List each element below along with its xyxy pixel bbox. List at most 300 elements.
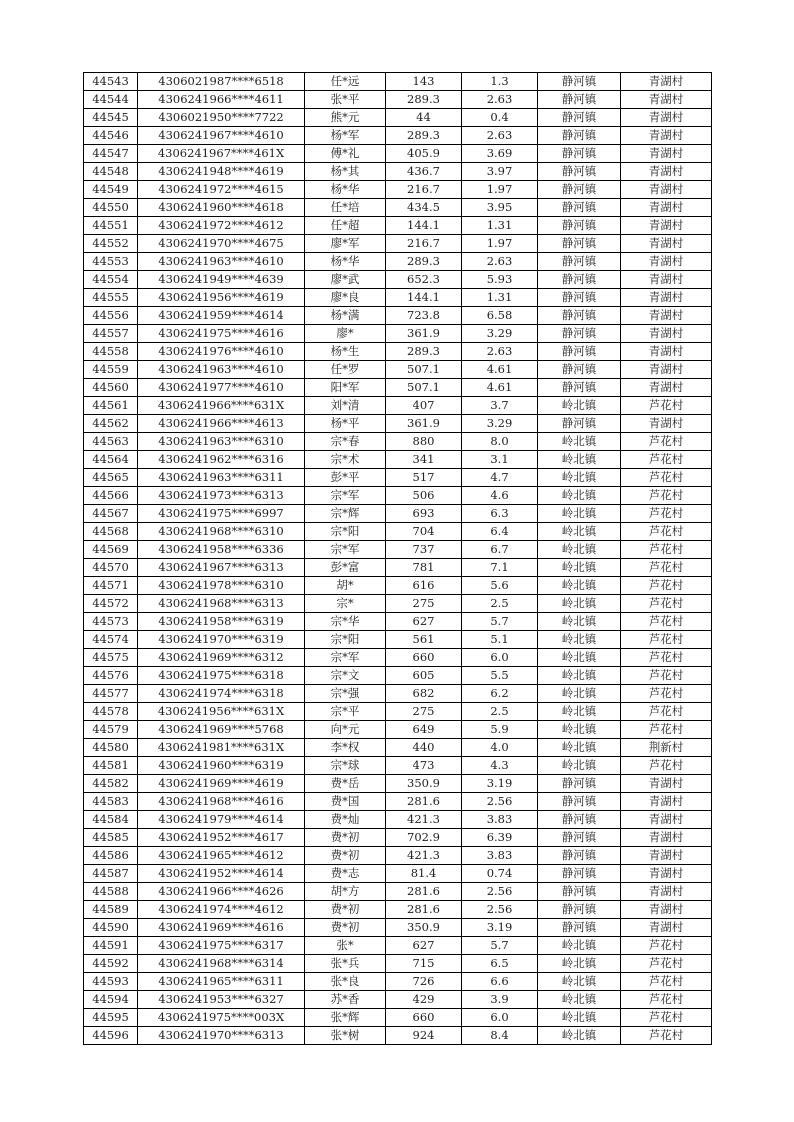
village-cell: 青湖村 xyxy=(621,91,712,109)
serial-number-cell: 44594 xyxy=(84,991,138,1009)
village-cell: 芦花村 xyxy=(621,757,712,775)
id-number-cell: 4306241972****4612 xyxy=(138,217,305,235)
area-cell: 6.5 xyxy=(462,955,538,973)
amount-cell: 605 xyxy=(386,667,462,685)
town-cell: 岭北镇 xyxy=(538,757,621,775)
amount-cell: 289.3 xyxy=(386,253,462,271)
village-cell: 青湖村 xyxy=(621,217,712,235)
area-cell: 5.7 xyxy=(462,613,538,631)
table-row xyxy=(84,793,712,811)
table-row xyxy=(84,775,712,793)
area-cell: 1.97 xyxy=(462,181,538,199)
serial-number-cell: 44556 xyxy=(84,307,138,325)
table-row xyxy=(84,253,712,271)
village-cell: 芦花村 xyxy=(621,559,712,577)
id-number-cell: 4306241969****5768 xyxy=(138,721,305,739)
village-cell: 芦花村 xyxy=(621,595,712,613)
village-cell: 芦花村 xyxy=(621,667,712,685)
table-row xyxy=(84,307,712,325)
area-cell: 2.63 xyxy=(462,91,538,109)
name-cell: 阳*军 xyxy=(305,379,386,397)
village-cell: 青湖村 xyxy=(621,793,712,811)
amount-cell: 660 xyxy=(386,1009,462,1027)
town-cell: 静河镇 xyxy=(538,163,621,181)
amount-cell: 281.6 xyxy=(386,883,462,901)
serial-number-cell: 44560 xyxy=(84,379,138,397)
village-cell: 青湖村 xyxy=(621,325,712,343)
id-number-cell: 4306241948****4619 xyxy=(138,163,305,181)
town-cell: 静河镇 xyxy=(538,235,621,253)
table-row xyxy=(84,829,712,847)
amount-cell: 144.1 xyxy=(386,217,462,235)
town-cell: 岭北镇 xyxy=(538,451,621,469)
amount-cell: 781 xyxy=(386,559,462,577)
area-cell: 5.1 xyxy=(462,631,538,649)
town-cell: 静河镇 xyxy=(538,127,621,145)
town-cell: 静河镇 xyxy=(538,325,621,343)
area-cell: 3.19 xyxy=(462,919,538,937)
town-cell: 岭北镇 xyxy=(538,1009,621,1027)
town-cell: 静河镇 xyxy=(538,811,621,829)
name-cell: 宗*军 xyxy=(305,649,386,667)
name-cell: 任*超 xyxy=(305,217,386,235)
town-cell: 岭北镇 xyxy=(538,973,621,991)
amount-cell: 561 xyxy=(386,631,462,649)
serial-number-cell: 44573 xyxy=(84,613,138,631)
area-cell: 3.97 xyxy=(462,163,538,181)
name-cell: 张*树 xyxy=(305,1027,386,1045)
amount-cell: 44 xyxy=(386,109,462,127)
area-cell: 2.63 xyxy=(462,253,538,271)
village-cell: 青湖村 xyxy=(621,307,712,325)
id-number-cell: 4306241966****4611 xyxy=(138,91,305,109)
area-cell: 2.63 xyxy=(462,127,538,145)
town-cell: 岭北镇 xyxy=(538,541,621,559)
town-cell: 岭北镇 xyxy=(538,649,621,667)
serial-number-cell: 44577 xyxy=(84,685,138,703)
serial-number-cell: 44563 xyxy=(84,433,138,451)
amount-cell: 281.6 xyxy=(386,793,462,811)
name-cell: 宗*军 xyxy=(305,487,386,505)
amount-cell: 144.1 xyxy=(386,289,462,307)
amount-cell: 649 xyxy=(386,721,462,739)
id-number-cell: 4306241967****4610 xyxy=(138,127,305,145)
area-cell: 5.6 xyxy=(462,577,538,595)
amount-cell: 421.3 xyxy=(386,811,462,829)
serial-number-cell: 44543 xyxy=(84,73,138,91)
amount-cell: 723.8 xyxy=(386,307,462,325)
serial-number-cell: 44555 xyxy=(84,289,138,307)
id-number-cell: 4306021987****6518 xyxy=(138,73,305,91)
name-cell: 杨*华 xyxy=(305,181,386,199)
id-number-cell: 4306241966****4626 xyxy=(138,883,305,901)
area-cell: 3.29 xyxy=(462,415,538,433)
amount-cell: 627 xyxy=(386,613,462,631)
village-cell: 青湖村 xyxy=(621,109,712,127)
name-cell: 廖*武 xyxy=(305,271,386,289)
serial-number-cell: 44568 xyxy=(84,523,138,541)
area-cell: 2.5 xyxy=(462,595,538,613)
amount-cell: 407 xyxy=(386,397,462,415)
table-row xyxy=(84,289,712,307)
table-row xyxy=(84,685,712,703)
village-cell: 青湖村 xyxy=(621,811,712,829)
village-cell: 芦花村 xyxy=(621,631,712,649)
area-cell: 6.4 xyxy=(462,523,538,541)
area-cell: 1.97 xyxy=(462,235,538,253)
serial-number-cell: 44575 xyxy=(84,649,138,667)
name-cell: 张*良 xyxy=(305,973,386,991)
village-cell: 青湖村 xyxy=(621,865,712,883)
amount-cell: 434.5 xyxy=(386,199,462,217)
name-cell: 任*远 xyxy=(305,73,386,91)
village-cell: 青湖村 xyxy=(621,271,712,289)
village-cell: 芦花村 xyxy=(621,1027,712,1045)
table-row xyxy=(84,1009,712,1027)
table-row xyxy=(84,613,712,631)
village-cell: 青湖村 xyxy=(621,883,712,901)
serial-number-cell: 44558 xyxy=(84,343,138,361)
village-cell: 芦花村 xyxy=(621,649,712,667)
town-cell: 静河镇 xyxy=(538,847,621,865)
data-table xyxy=(83,72,712,1045)
id-number-cell: 4306241960****4618 xyxy=(138,199,305,217)
amount-cell: 473 xyxy=(386,757,462,775)
id-number-cell: 4306241969****4616 xyxy=(138,919,305,937)
table-body xyxy=(84,73,712,1045)
id-number-cell: 4306241974****6318 xyxy=(138,685,305,703)
name-cell: 费*初 xyxy=(305,847,386,865)
village-cell: 芦花村 xyxy=(621,397,712,415)
name-cell: 苏*香 xyxy=(305,991,386,1009)
town-cell: 静河镇 xyxy=(538,343,621,361)
amount-cell: 880 xyxy=(386,433,462,451)
serial-number-cell: 44564 xyxy=(84,451,138,469)
town-cell: 岭北镇 xyxy=(538,505,621,523)
town-cell: 岭北镇 xyxy=(538,1027,621,1045)
amount-cell: 275 xyxy=(386,703,462,721)
name-cell: 费*志 xyxy=(305,865,386,883)
amount-cell: 405.9 xyxy=(386,145,462,163)
table-row xyxy=(84,523,712,541)
serial-number-cell: 44574 xyxy=(84,631,138,649)
table-row xyxy=(84,325,712,343)
amount-cell: 289.3 xyxy=(386,91,462,109)
id-number-cell: 4306241975****6317 xyxy=(138,937,305,955)
town-cell: 静河镇 xyxy=(538,307,621,325)
table-row xyxy=(84,199,712,217)
serial-number-cell: 44565 xyxy=(84,469,138,487)
table-row xyxy=(84,415,712,433)
table-row xyxy=(84,937,712,955)
table-row xyxy=(84,91,712,109)
id-number-cell: 4306241974****4612 xyxy=(138,901,305,919)
id-number-cell: 4306241956****631X xyxy=(138,703,305,721)
area-cell: 8.4 xyxy=(462,1027,538,1045)
area-cell: 4.3 xyxy=(462,757,538,775)
name-cell: 宗*术 xyxy=(305,451,386,469)
village-cell: 芦花村 xyxy=(621,721,712,739)
area-cell: 6.2 xyxy=(462,685,538,703)
village-cell: 青湖村 xyxy=(621,919,712,937)
name-cell: 熊*元 xyxy=(305,109,386,127)
id-number-cell: 4306241972****4615 xyxy=(138,181,305,199)
amount-cell: 726 xyxy=(386,973,462,991)
serial-number-cell: 44590 xyxy=(84,919,138,937)
town-cell: 岭北镇 xyxy=(538,631,621,649)
serial-number-cell: 44585 xyxy=(84,829,138,847)
name-cell: 费*初 xyxy=(305,919,386,937)
table-row xyxy=(84,631,712,649)
town-cell: 岭北镇 xyxy=(538,703,621,721)
village-cell: 芦花村 xyxy=(621,433,712,451)
area-cell: 7.1 xyxy=(462,559,538,577)
area-cell: 2.63 xyxy=(462,343,538,361)
serial-number-cell: 44566 xyxy=(84,487,138,505)
area-cell: 6.0 xyxy=(462,1009,538,1027)
table-row xyxy=(84,1027,712,1045)
table-row xyxy=(84,433,712,451)
table-row xyxy=(84,361,712,379)
serial-number-cell: 44578 xyxy=(84,703,138,721)
serial-number-cell: 44583 xyxy=(84,793,138,811)
name-cell: 李*权 xyxy=(305,739,386,757)
name-cell: 张*兵 xyxy=(305,955,386,973)
serial-number-cell: 44551 xyxy=(84,217,138,235)
town-cell: 静河镇 xyxy=(538,865,621,883)
amount-cell: 704 xyxy=(386,523,462,541)
village-cell: 青湖村 xyxy=(621,847,712,865)
area-cell: 6.58 xyxy=(462,307,538,325)
serial-number-cell: 44580 xyxy=(84,739,138,757)
id-number-cell: 4306241965****4612 xyxy=(138,847,305,865)
town-cell: 静河镇 xyxy=(538,883,621,901)
name-cell: 宗*强 xyxy=(305,685,386,703)
serial-number-cell: 44569 xyxy=(84,541,138,559)
serial-number-cell: 44584 xyxy=(84,811,138,829)
amount-cell: 693 xyxy=(386,505,462,523)
area-cell: 0.4 xyxy=(462,109,538,127)
id-number-cell: 4306241969****6312 xyxy=(138,649,305,667)
name-cell: 杨*其 xyxy=(305,163,386,181)
serial-number-cell: 44544 xyxy=(84,91,138,109)
name-cell: 费*岳 xyxy=(305,775,386,793)
table-row xyxy=(84,487,712,505)
id-number-cell: 4306021950****7722 xyxy=(138,109,305,127)
name-cell: 宗*春 xyxy=(305,433,386,451)
town-cell: 岭北镇 xyxy=(538,487,621,505)
table-row xyxy=(84,451,712,469)
name-cell: 杨*满 xyxy=(305,307,386,325)
town-cell: 岭北镇 xyxy=(538,595,621,613)
amount-cell: 517 xyxy=(386,469,462,487)
table-row xyxy=(84,397,712,415)
village-cell: 芦花村 xyxy=(621,487,712,505)
village-cell: 青湖村 xyxy=(621,235,712,253)
area-cell: 5.93 xyxy=(462,271,538,289)
area-cell: 8.0 xyxy=(462,433,538,451)
table-row xyxy=(84,217,712,235)
table-row xyxy=(84,703,712,721)
name-cell: 彭*富 xyxy=(305,559,386,577)
id-number-cell: 4306241963****4610 xyxy=(138,361,305,379)
area-cell: 2.56 xyxy=(462,793,538,811)
village-cell: 荆新村 xyxy=(621,739,712,757)
id-number-cell: 4306241975****6997 xyxy=(138,505,305,523)
area-cell: 5.9 xyxy=(462,721,538,739)
serial-number-cell: 44586 xyxy=(84,847,138,865)
serial-number-cell: 44567 xyxy=(84,505,138,523)
area-cell: 3.7 xyxy=(462,397,538,415)
id-number-cell: 4306241958****6319 xyxy=(138,613,305,631)
amount-cell: 436.7 xyxy=(386,163,462,181)
id-number-cell: 4306241970****6319 xyxy=(138,631,305,649)
area-cell: 6.3 xyxy=(462,505,538,523)
area-cell: 4.7 xyxy=(462,469,538,487)
amount-cell: 924 xyxy=(386,1027,462,1045)
id-number-cell: 4306241981****631X xyxy=(138,739,305,757)
village-cell: 芦花村 xyxy=(621,505,712,523)
village-cell: 青湖村 xyxy=(621,415,712,433)
amount-cell: 506 xyxy=(386,487,462,505)
name-cell: 杨*平 xyxy=(305,415,386,433)
table-row xyxy=(84,271,712,289)
serial-number-cell: 44576 xyxy=(84,667,138,685)
town-cell: 静河镇 xyxy=(538,253,621,271)
village-cell: 青湖村 xyxy=(621,379,712,397)
name-cell: 廖*良 xyxy=(305,289,386,307)
table-row xyxy=(84,235,712,253)
village-cell: 青湖村 xyxy=(621,901,712,919)
serial-number-cell: 44561 xyxy=(84,397,138,415)
area-cell: 1.3 xyxy=(462,73,538,91)
id-number-cell: 4306241967****6313 xyxy=(138,559,305,577)
name-cell: 胡*方 xyxy=(305,883,386,901)
serial-number-cell: 44546 xyxy=(84,127,138,145)
serial-number-cell: 44559 xyxy=(84,361,138,379)
table-row xyxy=(84,757,712,775)
town-cell: 静河镇 xyxy=(538,145,621,163)
village-cell: 青湖村 xyxy=(621,829,712,847)
area-cell: 4.0 xyxy=(462,739,538,757)
id-number-cell: 4306241960****6319 xyxy=(138,757,305,775)
name-cell: 刘*清 xyxy=(305,397,386,415)
table-row xyxy=(84,127,712,145)
table-row xyxy=(84,811,712,829)
table-row xyxy=(84,865,712,883)
town-cell: 静河镇 xyxy=(538,919,621,937)
serial-number-cell: 44549 xyxy=(84,181,138,199)
village-cell: 芦花村 xyxy=(621,991,712,1009)
serial-number-cell: 44579 xyxy=(84,721,138,739)
id-number-cell: 4306241970****6313 xyxy=(138,1027,305,1045)
village-cell: 芦花村 xyxy=(621,685,712,703)
table-row xyxy=(84,991,712,1009)
amount-cell: 350.9 xyxy=(386,919,462,937)
id-number-cell: 4306241968****4616 xyxy=(138,793,305,811)
village-cell: 芦花村 xyxy=(621,523,712,541)
amount-cell: 702.9 xyxy=(386,829,462,847)
amount-cell: 616 xyxy=(386,577,462,595)
table-row xyxy=(84,559,712,577)
area-cell: 5.7 xyxy=(462,937,538,955)
area-cell: 3.95 xyxy=(462,199,538,217)
area-cell: 6.0 xyxy=(462,649,538,667)
table-row xyxy=(84,343,712,361)
id-number-cell: 4306241953****6327 xyxy=(138,991,305,1009)
id-number-cell: 4306241963****6310 xyxy=(138,433,305,451)
area-cell: 3.83 xyxy=(462,847,538,865)
amount-cell: 281.6 xyxy=(386,901,462,919)
village-cell: 芦花村 xyxy=(621,577,712,595)
amount-cell: 507.1 xyxy=(386,361,462,379)
table-row xyxy=(84,145,712,163)
town-cell: 岭北镇 xyxy=(538,433,621,451)
table-row xyxy=(84,901,712,919)
amount-cell: 143 xyxy=(386,73,462,91)
amount-cell: 275 xyxy=(386,595,462,613)
id-number-cell: 4306241958****6336 xyxy=(138,541,305,559)
name-cell: 宗*平 xyxy=(305,703,386,721)
serial-number-cell: 44591 xyxy=(84,937,138,955)
amount-cell: 440 xyxy=(386,739,462,757)
town-cell: 静河镇 xyxy=(538,829,621,847)
town-cell: 岭北镇 xyxy=(538,667,621,685)
name-cell: 傅*礼 xyxy=(305,145,386,163)
area-cell: 3.9 xyxy=(462,991,538,1009)
area-cell: 6.7 xyxy=(462,541,538,559)
name-cell: 宗*阳 xyxy=(305,631,386,649)
village-cell: 青湖村 xyxy=(621,361,712,379)
name-cell: 宗*阳 xyxy=(305,523,386,541)
amount-cell: 660 xyxy=(386,649,462,667)
table-row xyxy=(84,109,712,127)
town-cell: 静河镇 xyxy=(538,181,621,199)
village-cell: 青湖村 xyxy=(621,289,712,307)
area-cell: 4.6 xyxy=(462,487,538,505)
id-number-cell: 4306241968****6310 xyxy=(138,523,305,541)
amount-cell: 289.3 xyxy=(386,343,462,361)
table-row xyxy=(84,649,712,667)
area-cell: 1.31 xyxy=(462,289,538,307)
village-cell: 芦花村 xyxy=(621,973,712,991)
village-cell: 青湖村 xyxy=(621,163,712,181)
table-row xyxy=(84,955,712,973)
amount-cell: 627 xyxy=(386,937,462,955)
town-cell: 岭北镇 xyxy=(538,469,621,487)
id-number-cell: 4306241969****4619 xyxy=(138,775,305,793)
serial-number-cell: 44562 xyxy=(84,415,138,433)
table-row xyxy=(84,973,712,991)
id-number-cell: 4306241968****6314 xyxy=(138,955,305,973)
area-cell: 4.61 xyxy=(462,361,538,379)
name-cell: 费*初 xyxy=(305,901,386,919)
serial-number-cell: 44547 xyxy=(84,145,138,163)
name-cell: 杨*军 xyxy=(305,127,386,145)
amount-cell: 350.9 xyxy=(386,775,462,793)
name-cell: 向*元 xyxy=(305,721,386,739)
name-cell: 张*辉 xyxy=(305,1009,386,1027)
village-cell: 芦花村 xyxy=(621,469,712,487)
id-number-cell: 4306241975****6318 xyxy=(138,667,305,685)
table-row xyxy=(84,595,712,613)
name-cell: 廖*军 xyxy=(305,235,386,253)
name-cell: 费*国 xyxy=(305,793,386,811)
id-number-cell: 4306241952****4614 xyxy=(138,865,305,883)
village-cell: 青湖村 xyxy=(621,181,712,199)
town-cell: 静河镇 xyxy=(538,361,621,379)
name-cell: 宗*军 xyxy=(305,541,386,559)
